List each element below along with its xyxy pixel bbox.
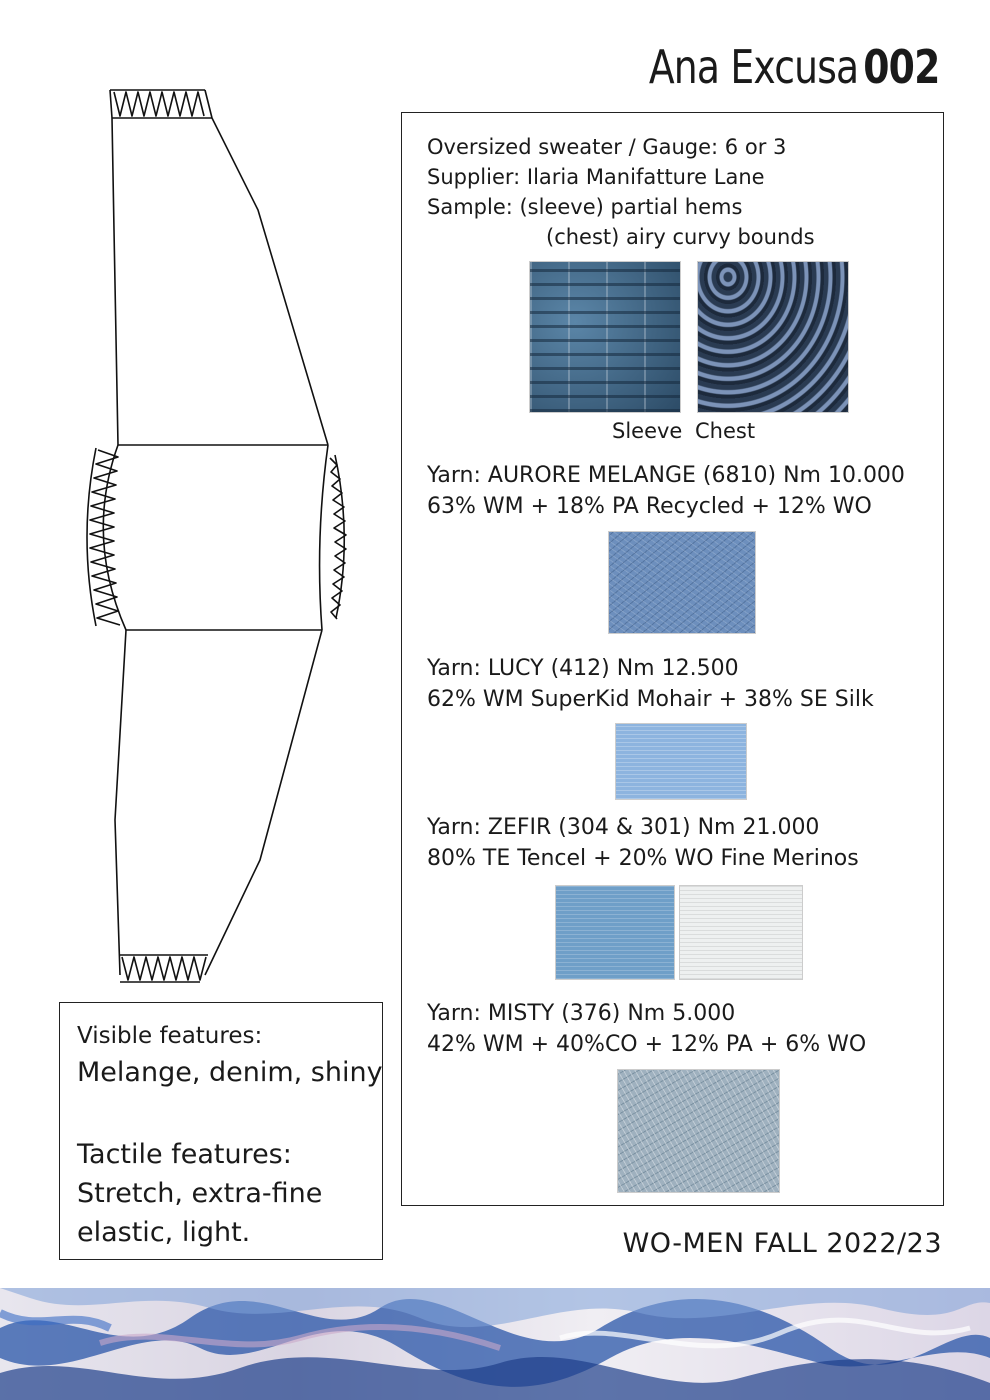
tactile-features-line: elastic, light. xyxy=(77,1217,251,1248)
yarn-swatch-misty xyxy=(617,1069,780,1193)
title-number: 002 xyxy=(863,40,940,94)
spec-panel xyxy=(401,112,944,1206)
sweater-sketch-icon xyxy=(70,70,360,1000)
yarn-composition: 63% WM + 18% PA Recycled + 12% WO xyxy=(427,494,872,519)
yarn-swatch-lucy xyxy=(615,723,747,800)
features-panel xyxy=(59,1002,383,1260)
yarn-swatch-zefir-304 xyxy=(555,885,675,980)
spec-line-sample-chest: (chest) airy curvy bounds xyxy=(546,225,815,249)
visible-features-heading: Visible features: xyxy=(77,1023,263,1049)
chest-sample-swatch xyxy=(697,261,849,413)
tactile-features-heading: Tactile features: xyxy=(77,1139,292,1170)
season-label: WO-MEN FALL 2022/23 xyxy=(622,1228,942,1259)
tactile-features-line: Stretch, extra-fine xyxy=(77,1178,323,1209)
spec-line-supplier: Supplier: Ilaria Manifatture Lane xyxy=(427,165,765,189)
title-text: Ana Excusa xyxy=(649,40,859,94)
yarn-composition: 42% WM + 40%CO + 12% PA + 6% WO xyxy=(427,1032,867,1057)
marbled-ink-banner xyxy=(0,1288,990,1400)
yarn-composition: 62% WM SuperKid Mohair + 38% SE Silk xyxy=(427,687,874,712)
spec-line-gauge: Oversized sweater / Gauge: 6 or 3 xyxy=(427,135,787,159)
yarn-title: Yarn: MISTY (376) Nm 5.000 xyxy=(427,1001,736,1026)
chest-caption: Chest xyxy=(695,419,756,443)
page-title xyxy=(649,40,940,94)
yarn-title: Yarn: LUCY (412) Nm 12.500 xyxy=(427,656,739,681)
yarn-swatch-zefir-301 xyxy=(679,885,803,980)
yarn-title: Yarn: ZEFIR (304 & 301) Nm 21.000 xyxy=(427,815,820,840)
sleeve-sample-swatch xyxy=(529,261,681,413)
yarn-title: Yarn: AURORE MELANGE (6810) Nm 10.000 xyxy=(427,463,905,488)
sleeve-caption: Sleeve xyxy=(612,419,683,443)
spec-line-sample: Sample: (sleeve) partial hems xyxy=(427,195,743,219)
visible-features-values: Melange, denim, shiny xyxy=(77,1057,383,1088)
yarn-swatch-aurore xyxy=(608,531,756,634)
yarn-composition: 80% TE Tencel + 20% WO Fine Merinos xyxy=(427,846,859,871)
